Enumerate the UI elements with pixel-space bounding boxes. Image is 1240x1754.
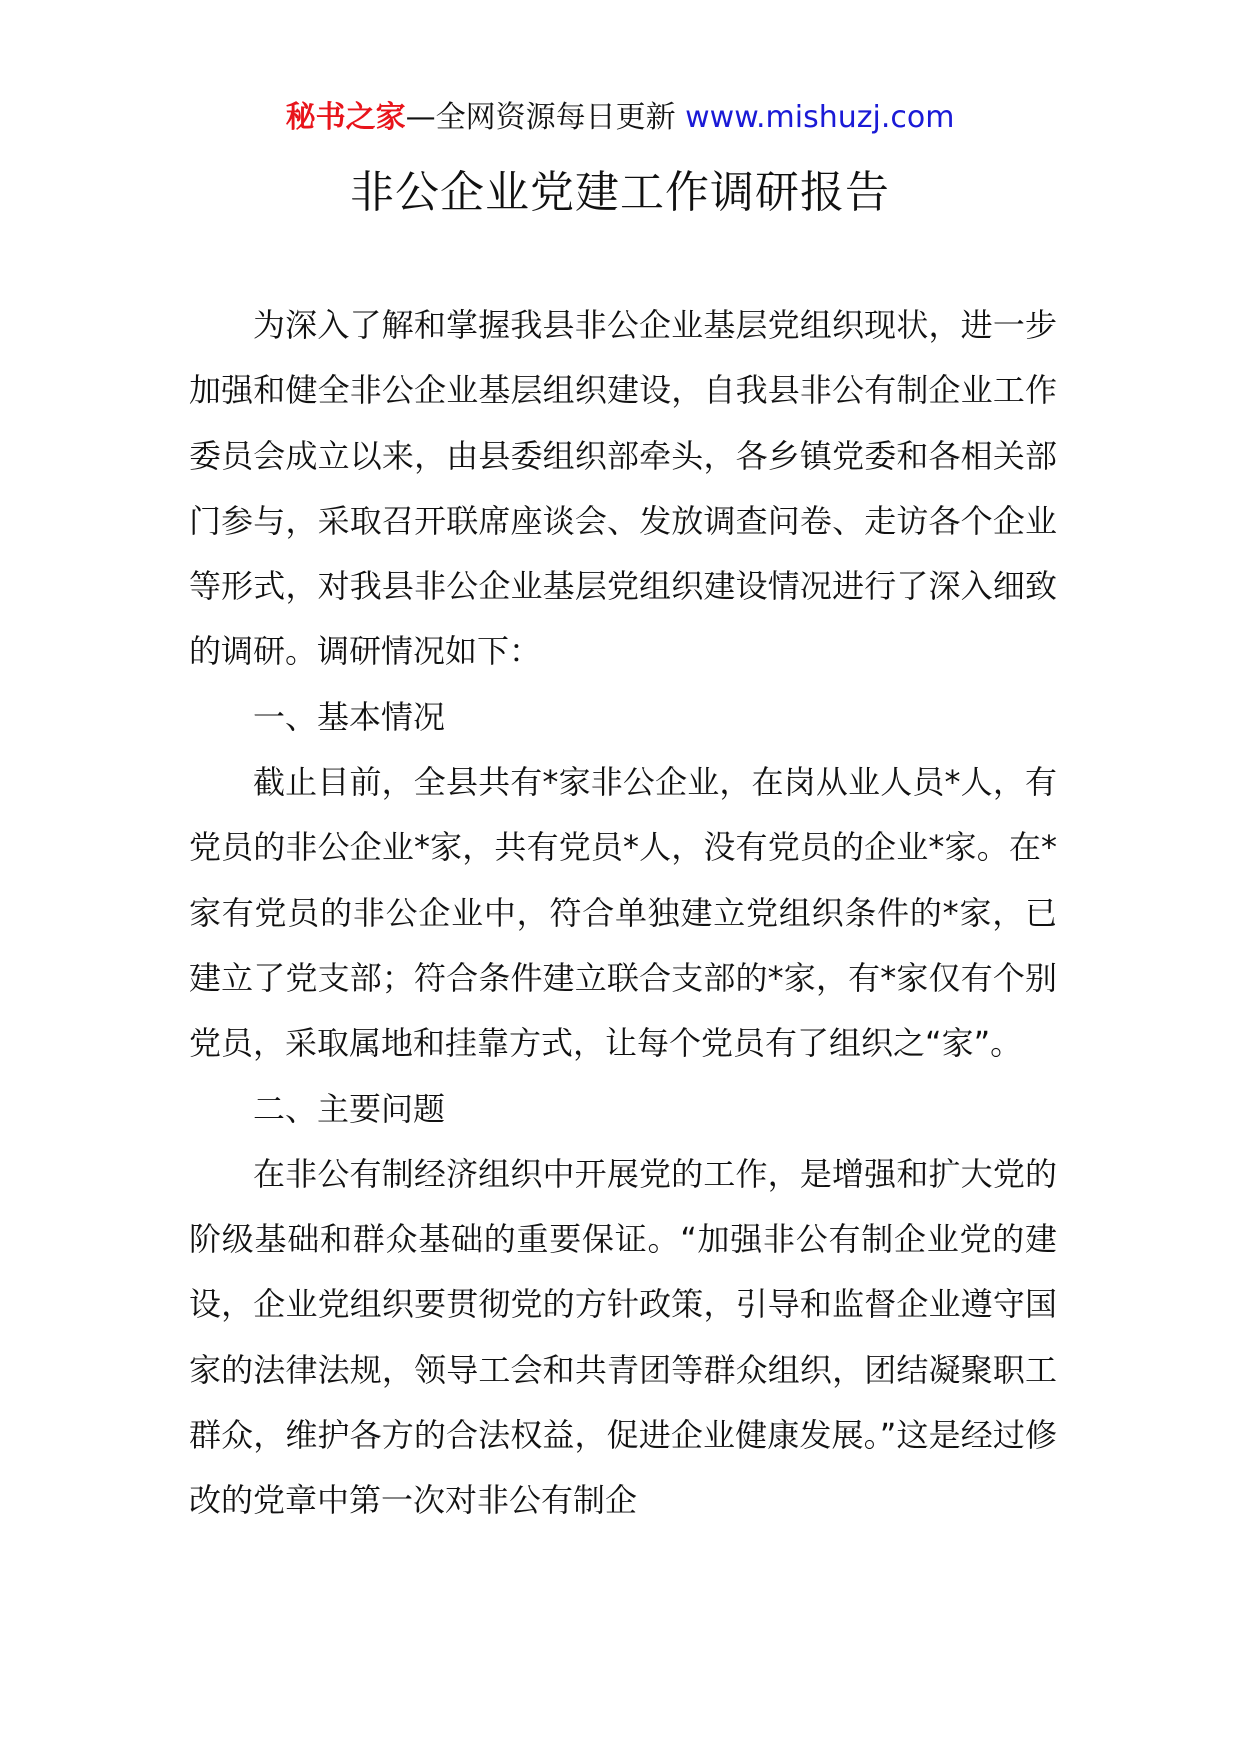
- site-slogan: —全网资源每日更新: [405, 100, 686, 135]
- document-title: 非公企业党建工作调研报告: [350, 167, 890, 218]
- intro-paragraph: 为深入了解和掌握我县非公企业基层党组织现状，进一步加强和健全非公企业基层组织建设，自我县非公有制企业工作委员会成立以来，由县委组织部牵头，各乡镇党委和各相关部门参与，采取召开联席座谈会、发放调查问卷、走访各个企业等形式，对我县非公企业基层党组织建设情况进行了深入细致的调研。调研情况如下：: [189, 306, 1057, 671]
- main-problems-paragraph: 在非公有制经济组织中开展党的工作，是增强和扩大党的阶级基础和群众基础的重要保证。“加强非公有制企业党的建设，企业党组织要贯彻党的方针政策，引导和监督企业遵守国家的法律法规，领导工会和共青团等群众组织，团结凝聚职工群众，维护各方的合法权益，促进企业健康发展。”这是经过修改的党章中第一次对非公有制企: [189, 1154, 1057, 1520]
- section-heading-basic-situation: 一、基本情况: [253, 697, 446, 736]
- section-heading-main-problems: 二、主要问题: [253, 1089, 446, 1128]
- site-header: [0, 96, 1240, 140]
- site-url-link[interactable]: www.mishuzj.com: [685, 100, 955, 135]
- basic-situation-paragraph: 截止目前，全县共有*家非公企业，在岗从业人员*人，有党员的非公企业*家，共有党员*人，没有党员的企业*家。在*家有党员的非公企业中，符合单独建立党组织条件的*家，已建立了党支部；符合条件建立联合支部的*家，有*家仅有个别党员，采取属地和挂靠方式，让每个党员有了组织之“家”。: [189, 763, 1057, 1063]
- document-body: [189, 293, 1057, 1534]
- site-brand: 秘书之家: [285, 100, 406, 135]
